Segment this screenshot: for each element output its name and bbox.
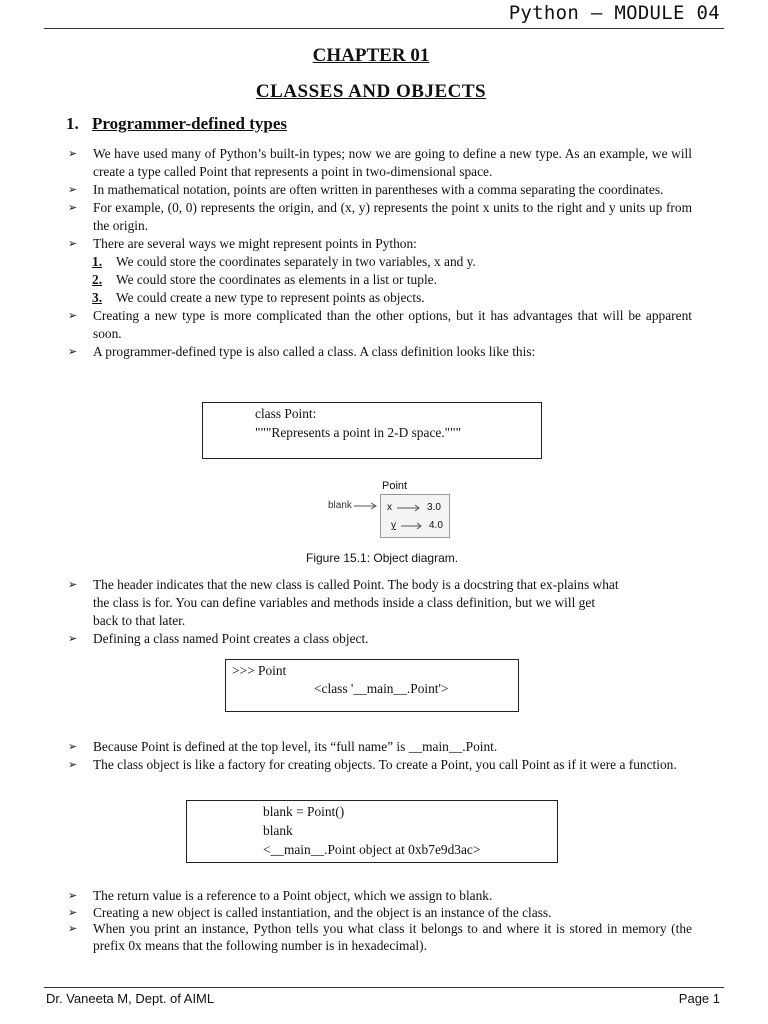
footer-author: Dr. Vaneeta M, Dept. of AIML	[46, 991, 215, 1006]
bullet-arrow-icon: ➢	[68, 237, 78, 250]
figure-arrow-y	[401, 522, 425, 530]
bullet-arrow-icon: ➢	[68, 922, 78, 935]
list-item	[66, 576, 692, 630]
list-item-text: Because Point is defined at the top level, its “full name” is __main__.Point.	[93, 739, 498, 754]
code-line: >>> Point	[232, 663, 287, 678]
list-item	[66, 307, 692, 343]
footer-rule	[44, 987, 724, 988]
list-item-text: Creating a new type is more complicated than the other options, but it has advantages that will be apparent soon.	[93, 308, 692, 341]
numbered-item	[66, 289, 692, 307]
bullet-list-class-header	[66, 576, 692, 648]
list-item	[66, 343, 692, 361]
numbered-item	[66, 271, 692, 289]
list-item-text: Defining a class named Point creates a class object.	[93, 631, 369, 646]
numbered-item-text: We could store the coordinates as elements in a list or tuple.	[116, 272, 437, 287]
bullet-arrow-icon: ➢	[68, 740, 78, 753]
module-header-title: Python – MODULE 04	[508, 2, 720, 24]
bullet-arrow-icon: ➢	[68, 632, 78, 645]
bullet-arrow-icon: ➢	[68, 345, 78, 358]
figure-attr-x: x	[387, 502, 392, 513]
code-box-instantiation	[186, 800, 558, 863]
chapter-title: CHAPTER 01	[312, 45, 430, 66]
numbered-item-text: We could create a new type to represent points as objects.	[116, 290, 425, 305]
code-line: <class '__main__.Point'>	[314, 681, 449, 696]
bullet-arrow-icon: ➢	[68, 578, 78, 591]
figure-value-y: 4.0	[429, 520, 443, 531]
list-item	[66, 145, 692, 181]
bullet-list-instance	[66, 888, 692, 954]
figure-class-name: Point	[382, 480, 408, 492]
list-item-text: The header indicates that the new class is called Point. The body is a docstring that ex-plains what the class is for. You can define variables and methods inside a class definition, but we will get back to that later.	[93, 577, 619, 628]
bullet-arrow-icon: ➢	[68, 905, 78, 919]
code-box-class-object	[225, 659, 519, 712]
list-item-text: For example, (0, 0) represents the origin, and (x, y) represents the point x units to the right and y units up from the origin.	[93, 200, 692, 233]
bullet-arrow-icon: ➢	[68, 183, 78, 196]
list-item	[66, 235, 692, 253]
numbered-item	[66, 253, 692, 271]
bullet-arrow-icon: ➢	[68, 758, 78, 771]
bullet-arrow-icon: ➢	[68, 309, 78, 322]
chapter-subtitle	[0, 81, 742, 103]
bullet-list-full-name	[66, 738, 692, 774]
code-line: blank = Point()	[263, 804, 345, 819]
list-item	[66, 756, 692, 774]
bullet-list-intro	[66, 145, 692, 361]
list-item-text: A programmer-defined type is also called a class. A class definition looks like this:	[93, 344, 536, 359]
list-item	[66, 888, 692, 905]
list-item-text: In mathematical notation, points are often written in parentheses with a comma separating the coordinates.	[93, 182, 664, 197]
figure-variable-name: blank	[328, 500, 352, 511]
numbered-item-number: 3.	[92, 290, 103, 305]
figure-reference-arrow	[354, 500, 380, 512]
list-item	[66, 905, 692, 922]
list-item	[66, 199, 692, 235]
list-item-text: There are several ways we might represent points in Python:	[93, 236, 417, 251]
section-title: Programmer-defined types	[92, 114, 287, 133]
numbered-item-number: 1.	[92, 254, 103, 269]
chapter-subtitle-text: CLASSES AND OBJECTS	[255, 81, 487, 102]
list-item-text: Creating a new object is called instantiation, and the object is an instance of the class.	[93, 904, 552, 920]
numbered-item-text: We could store the coordinates separately in two variables, x and y.	[116, 254, 476, 269]
section-number: 1.	[66, 114, 79, 133]
list-item	[66, 738, 692, 756]
code-box-class-definition	[202, 402, 542, 459]
list-item	[66, 630, 692, 648]
code-line: <__main__.Point object at 0xb7e9d3ac>	[263, 842, 481, 857]
numbered-item-number: 2.	[92, 272, 103, 287]
figure-object-box	[380, 494, 450, 538]
bullet-arrow-icon: ➢	[68, 201, 78, 214]
figure-caption: Figure 15.1: Object diagram.	[306, 551, 459, 565]
bullet-arrow-icon: ➢	[68, 147, 78, 160]
code-line: blank	[263, 823, 293, 838]
list-item	[66, 181, 692, 199]
list-item-text: The return value is a reference to a Point object, which we assign to blank.	[93, 888, 493, 903]
section-heading	[66, 114, 287, 134]
figure-attr-y: y	[391, 520, 396, 531]
list-item	[66, 921, 692, 954]
bullet-arrow-icon: ➢	[68, 889, 78, 902]
figure-arrow-x	[397, 504, 423, 512]
list-item-text: The class object is like a factory for creating objects. To create a Point, you call Point as if it were a function.	[93, 757, 677, 772]
list-item-text: When you print an instance, Python tells you what class it belongs to and where it is stored in memory (the prefix 0x means that the following number is in hexadecimal).	[93, 921, 692, 953]
figure-value-x: 3.0	[427, 502, 441, 513]
list-item-text: We have used many of Python’s built-in types; now we are going to define a new type. As an example, we will create a type called Point that represents a point in two-dimensional space.	[93, 146, 692, 179]
header-rule	[44, 28, 724, 29]
code-line: """Represents a point in 2-D space."""	[255, 425, 462, 440]
code-line: class Point:	[255, 406, 317, 421]
footer-page-number: Page 1	[678, 991, 720, 1006]
